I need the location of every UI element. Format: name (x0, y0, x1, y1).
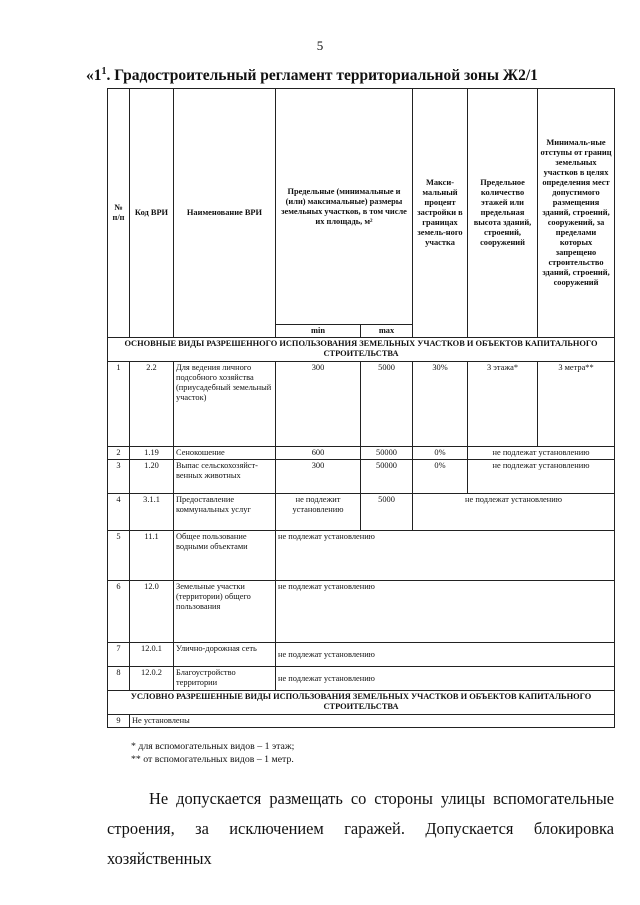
row-code: 12.0.2 (130, 667, 174, 691)
table-row (108, 362, 615, 447)
table-row (108, 460, 615, 494)
header-min: min (276, 325, 361, 338)
row-num: 2 (108, 447, 130, 460)
table-row (108, 715, 615, 728)
row-not-established: не подлежат установлению (276, 531, 615, 581)
header-name: Наименование ВРИ (174, 89, 276, 338)
regulation-table (107, 88, 615, 728)
row-setback: 3 метра** (538, 362, 615, 447)
row-max: 5000 (361, 494, 413, 531)
row-num: 5 (108, 531, 130, 581)
body-line-2: строения, за исключением гаражей. Допускается блокировка хозяйственных (107, 819, 614, 868)
row-code: 1.19 (130, 447, 174, 460)
row-name: Для ведения личного подсобного хозяйства (приусадебный земельный участок) (174, 362, 276, 447)
row-min: не подлежит установлению (276, 494, 361, 531)
document-title (86, 66, 606, 85)
body-paragraph (107, 784, 614, 874)
row-num: 8 (108, 667, 130, 691)
row-not-established: Не установлены (130, 715, 615, 728)
footnote-1: * для вспомогательных видов – 1 этаж; (131, 741, 295, 752)
row-name: Благоустройство территории (174, 667, 276, 691)
row-num: 9 (108, 715, 130, 728)
row-name: Улично-дорожная сеть (174, 643, 276, 667)
row-name: Сенокошение (174, 447, 276, 460)
header-coverage: Макси-мальный процент застройки в границах земель-ного участка (413, 89, 468, 338)
section-conditional-title: УСЛОВНО РАЗРЕШЕННЫЕ ВИДЫ ИСПОЛЬЗОВАНИЯ ЗЕМЕЛЬНЫХ УЧАСТКОВ И ОБЪЕКТОВ КАПИТАЛЬНОГО СТРОИТЕЛЬСТВА (108, 691, 615, 715)
row-min: 600 (276, 447, 361, 460)
row-not-established: не подлежат установлению (276, 581, 615, 643)
row-code: 1.20 (130, 460, 174, 494)
row-not-established: не подлежат установлению (276, 643, 615, 667)
row-code: 12.0.1 (130, 643, 174, 667)
section-main-title: ОСНОВНЫЕ ВИДЫ РАЗРЕШЕННОГО ИСПОЛЬЗОВАНИЯ ЗЕМЕЛЬНЫХ УЧАСТКОВ И ОБЪЕКТОВ КАПИТАЛЬНОГО СТРОИТЕЛЬСТВА (108, 338, 615, 362)
row-min: 300 (276, 362, 361, 447)
row-min: 300 (276, 460, 361, 494)
table-row (108, 447, 615, 460)
header-sizes: Предельные (минимальные и (или) максимальные) размеры земельных участков, в том числе их площадь, м² (276, 89, 413, 325)
section-row-main (108, 338, 615, 362)
row-not-established: не подлежат установлению (413, 494, 615, 531)
row-not-established: не подлежат установлению (468, 447, 615, 460)
row-num: 3 (108, 460, 130, 494)
row-coverage: 30% (413, 362, 468, 447)
footnotes (131, 740, 294, 766)
header-max: max (361, 325, 413, 338)
table-row (108, 581, 615, 643)
row-code: 11.1 (130, 531, 174, 581)
header-num: № п/п (108, 89, 130, 338)
title-prefix: «1 (86, 67, 102, 85)
row-not-established: не подлежат установлению (468, 460, 615, 494)
row-name: Предоставление коммунальных услуг (174, 494, 276, 531)
table-row (108, 494, 615, 531)
row-code: 3.1.1 (130, 494, 174, 531)
header-row (108, 89, 615, 325)
row-name: Выпас сельскохозяйст-венных животных (174, 460, 276, 494)
row-num: 7 (108, 643, 130, 667)
title-text: . Градостроительный регламент территориальной зоны Ж2/1 (106, 67, 538, 85)
row-coverage: 0% (413, 447, 468, 460)
row-max: 5000 (361, 362, 413, 447)
page-number: 5 (316, 38, 324, 53)
title-superscript: 1 (101, 66, 107, 77)
row-name: Земельные участки (территории) общего пользования (174, 581, 276, 643)
table-row (108, 643, 615, 667)
row-max: 50000 (361, 447, 413, 460)
header-code: Код ВРИ (130, 89, 174, 338)
row-max: 50000 (361, 460, 413, 494)
table-row (108, 667, 615, 691)
header-setback: Минималь-ные отступы от границ земельных участков в целях определения мест допустимого размещения зданий, строений, сооружений, за пределами которых запрещено строительство зданий, строений, сооружений (538, 89, 615, 338)
row-num: 1 (108, 362, 130, 447)
table-row (108, 531, 615, 581)
header-floors: Предельное количество этажей или предельная высота зданий, строений, сооружений (468, 89, 538, 338)
row-coverage: 0% (413, 460, 468, 494)
section-row-conditional (108, 691, 615, 715)
row-code: 12.0 (130, 581, 174, 643)
footnote-2: ** от вспомогательных видов – 1 метр. (131, 754, 294, 765)
row-not-established: не подлежат установлению (276, 667, 615, 691)
row-num: 4 (108, 494, 130, 531)
row-floors: 3 этажа* (468, 362, 538, 447)
row-num: 6 (108, 581, 130, 643)
row-code: 2.2 (130, 362, 174, 447)
body-line-1: Не допускается размещать со стороны улицы вспомогательные (149, 789, 614, 808)
row-name: Общее пользование водными объектами (174, 531, 276, 581)
